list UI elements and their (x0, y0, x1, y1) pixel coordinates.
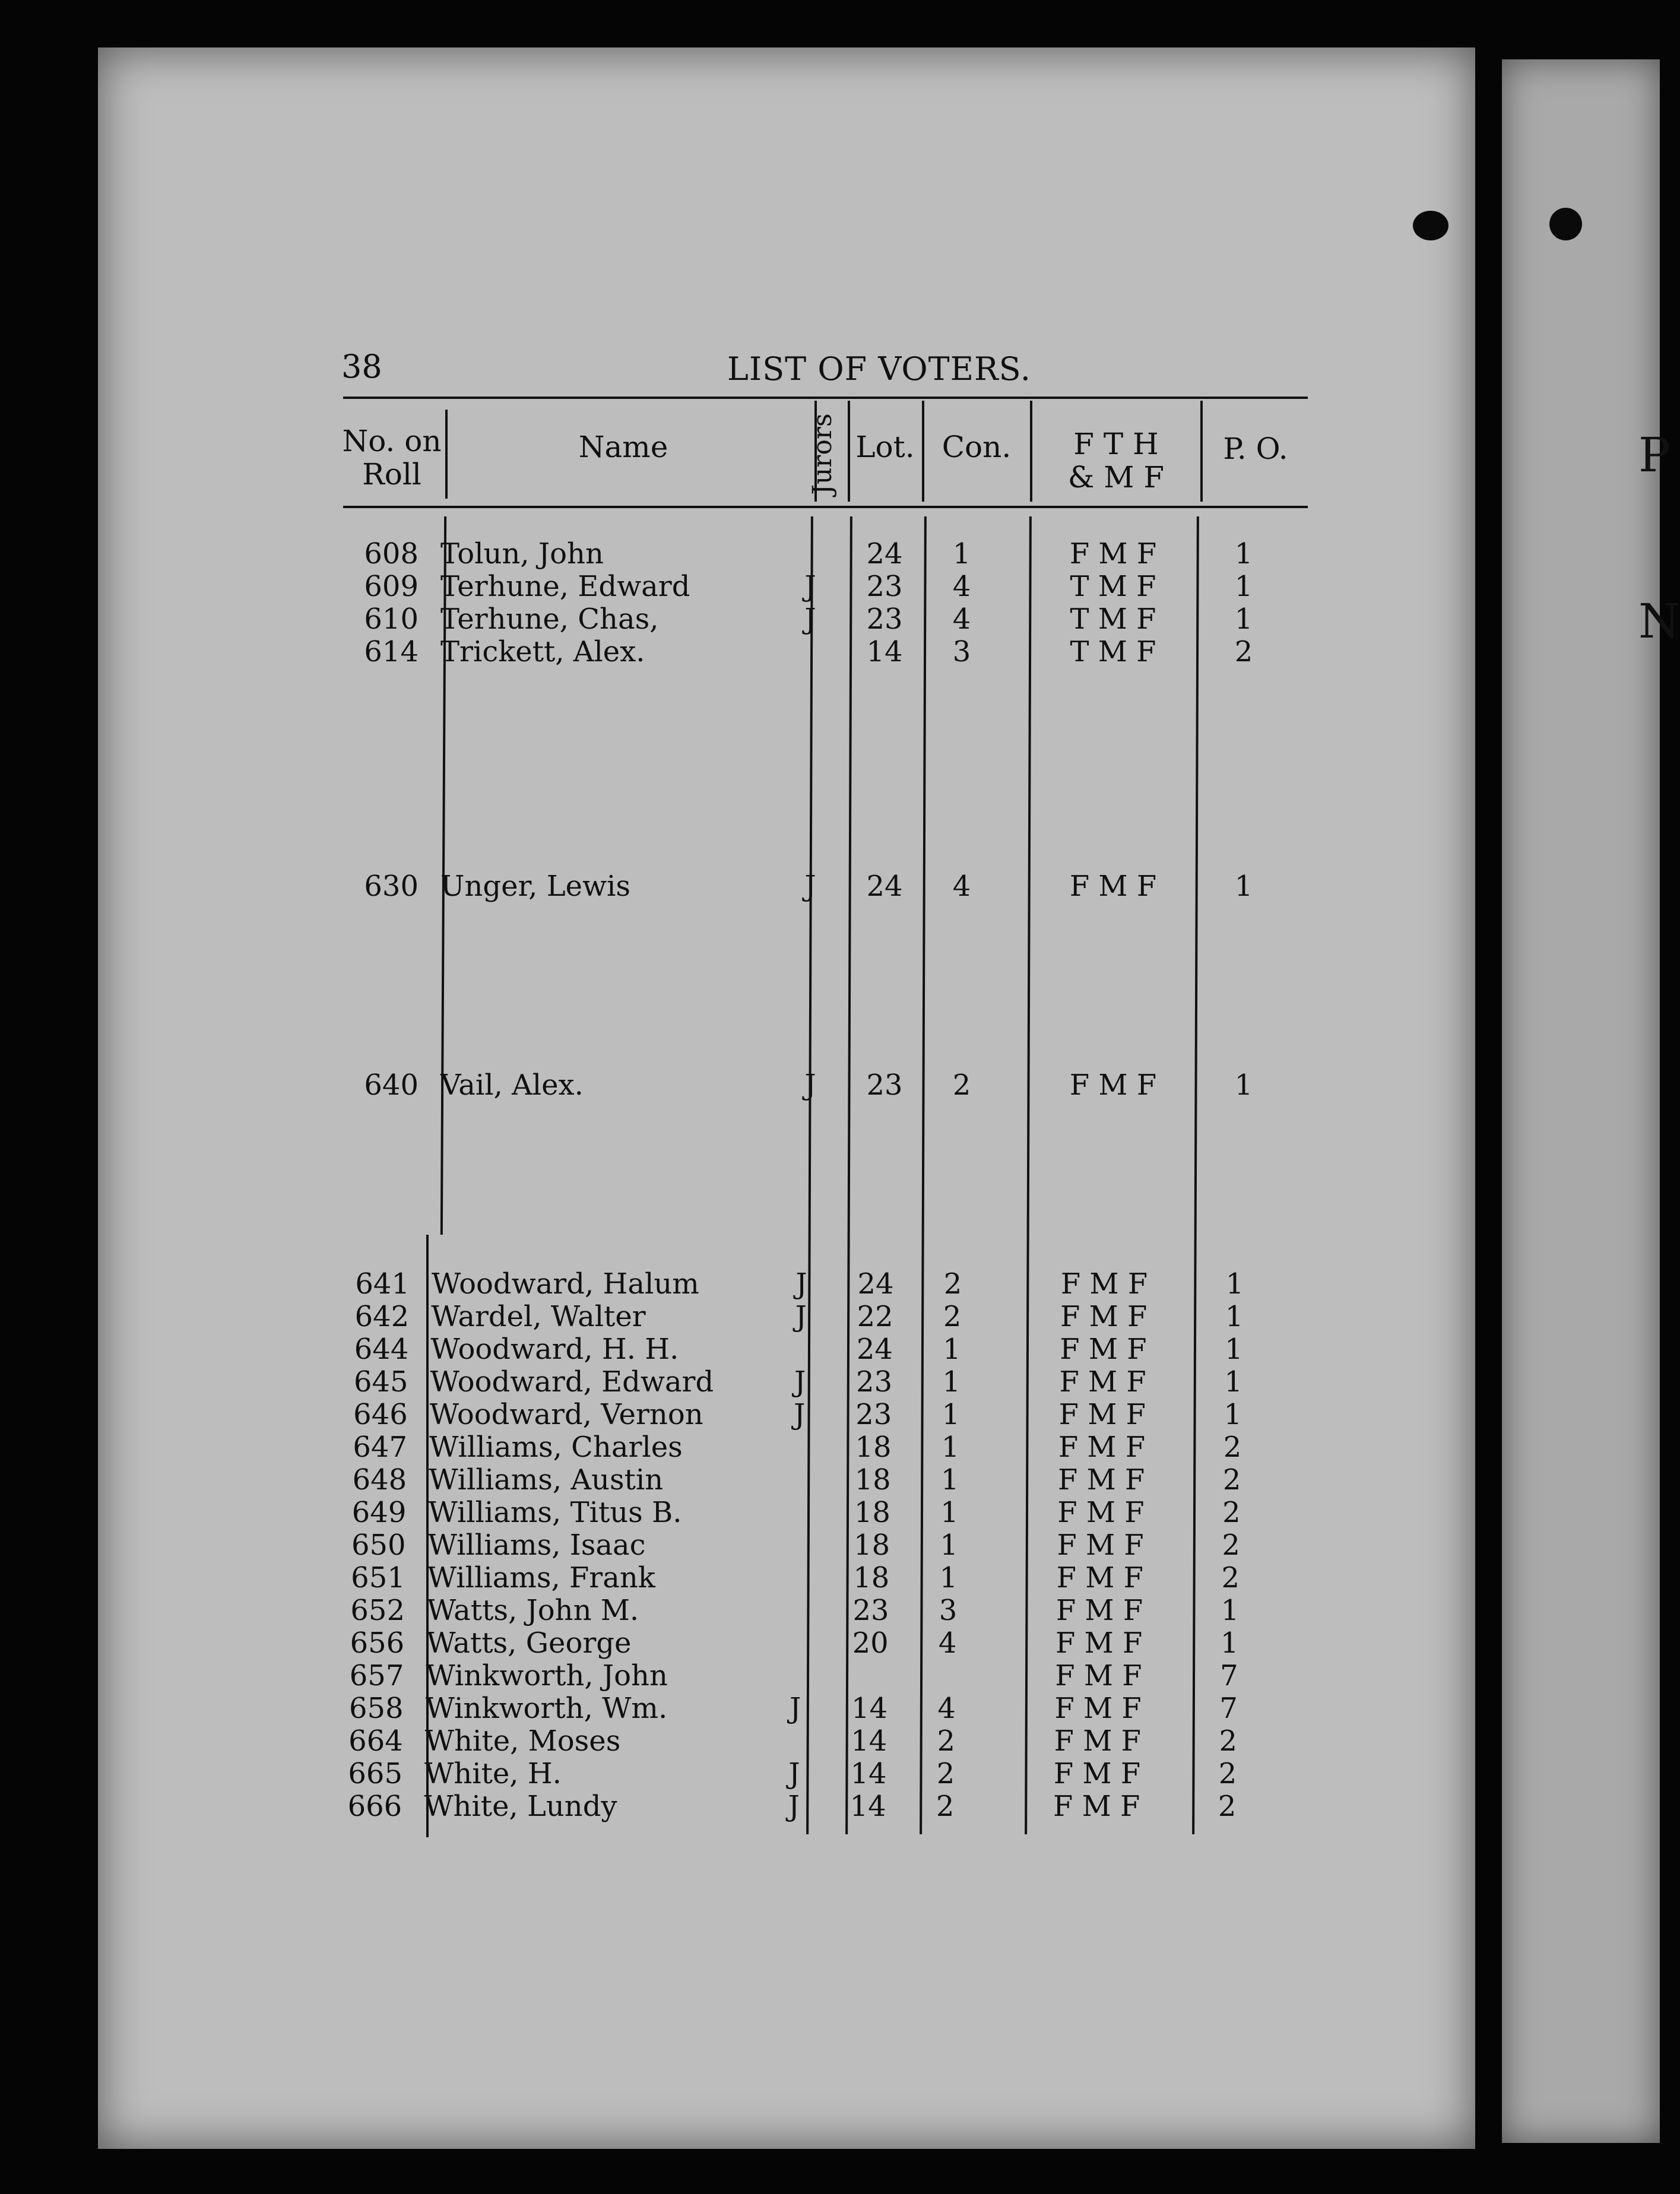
concession-number: 2 (952, 1069, 971, 1102)
col-header-po: P. O. (1223, 432, 1288, 466)
post-office: 1 (1223, 1398, 1242, 1431)
voter-name: Williams, Frank (427, 1561, 655, 1594)
post-office: 2 (1218, 1757, 1237, 1790)
post-office: 7 (1219, 1692, 1238, 1725)
concession-number: 4 (952, 603, 971, 636)
roll-number: 642 (354, 1300, 410, 1333)
voter-name: White, Lundy (424, 1790, 617, 1823)
status-code: T M F (1070, 570, 1156, 603)
roll-number: 641 (355, 1267, 410, 1301)
juror-mark: J (788, 1790, 800, 1823)
post-office: 1 (1224, 1365, 1242, 1399)
post-office: 1 (1225, 1300, 1244, 1333)
voter-name: Wardel, Walter (431, 1300, 646, 1333)
col-header-lot: Lot. (855, 430, 915, 464)
status-code: F M F (1055, 1627, 1143, 1660)
post-office: 2 (1218, 1790, 1237, 1823)
voter-name: Williams, Charles (429, 1431, 683, 1464)
roll-number: 664 (348, 1724, 403, 1758)
status-code: F M F (1060, 1300, 1148, 1333)
roll-number: 646 (353, 1398, 408, 1431)
concession-number: 2 (936, 1757, 955, 1790)
roll-number: 658 (348, 1692, 404, 1725)
post-office: 2 (1221, 1561, 1240, 1594)
concession-number: 1 (940, 1496, 959, 1529)
right-page-fragment-1: P (1638, 427, 1671, 483)
header-bottom-rule (343, 506, 1308, 508)
roll-number: 666 (347, 1790, 402, 1823)
voter-name: Williams, Austin (429, 1463, 664, 1497)
lot-number: 24 (866, 537, 903, 570)
status-code: F M F (1056, 1561, 1143, 1594)
lot-number: 23 (855, 1398, 892, 1431)
lot-number: 23 (866, 1069, 903, 1102)
lot-number: 18 (855, 1431, 892, 1464)
post-office: 2 (1222, 1463, 1241, 1497)
col-divider (445, 410, 448, 499)
post-office: 2 (1223, 1431, 1242, 1464)
status-code: F M F (1069, 537, 1157, 570)
juror-mark: J (794, 1398, 806, 1431)
status-code: F M F (1069, 870, 1157, 903)
page-number: 38 (341, 348, 382, 385)
status-code: T M F (1070, 635, 1156, 668)
status-code: F M F (1057, 1529, 1144, 1562)
post-office: 1 (1234, 603, 1253, 636)
roll-number: 649 (351, 1496, 407, 1529)
roll-number: 640 (364, 1069, 419, 1102)
voter-name: Terhune, Edward (440, 570, 690, 603)
post-office: 7 (1220, 1659, 1238, 1692)
roll-number: 645 (353, 1365, 408, 1399)
col-divider (1030, 401, 1032, 502)
roll-number: 651 (351, 1561, 405, 1594)
col-divider (922, 401, 924, 502)
page-title: LIST OF VOTERS. (727, 350, 1031, 388)
status-code: F M F (1054, 1692, 1142, 1725)
status-code: F M F (1060, 1267, 1148, 1301)
concession-number: 1 (952, 537, 971, 570)
voter-name: Unger, Lewis (440, 870, 631, 903)
voter-name: Woodward, Vernon (429, 1398, 703, 1431)
post-office: 1 (1234, 870, 1253, 903)
lot-number: 23 (856, 1365, 893, 1399)
concession-number: 1 (942, 1365, 961, 1399)
status-code: F M F (1058, 1463, 1145, 1497)
roll-number: 650 (351, 1529, 406, 1562)
juror-mark: J (804, 570, 816, 603)
col-header-no: No. on Roll (342, 424, 442, 492)
lot-number: 24 (856, 1333, 893, 1366)
roll-number: 630 (364, 870, 419, 903)
status-code: F M F (1057, 1496, 1145, 1529)
lot-number: 23 (866, 603, 903, 636)
juror-mark: J (804, 603, 816, 636)
lot-number: 14 (849, 1790, 886, 1823)
voter-name: Winkworth, John (426, 1659, 668, 1692)
lot-number: 24 (857, 1267, 894, 1301)
roll-number: 656 (350, 1627, 405, 1660)
post-office: 1 (1234, 570, 1253, 603)
juror-mark: J (789, 1692, 801, 1725)
juror-mark: J (804, 1069, 816, 1102)
lot-number: 18 (854, 1529, 890, 1562)
concession-number: 4 (937, 1692, 956, 1725)
concession-number: 3 (939, 1594, 958, 1627)
concession-number: 4 (952, 870, 971, 903)
header-top-rule (343, 397, 1308, 399)
juror-mark: J (795, 1300, 807, 1333)
col-header-fth: F T H & M F (1067, 427, 1165, 494)
concession-number: 2 (943, 1267, 962, 1301)
col-divider (1200, 401, 1203, 502)
post-office: 1 (1234, 1069, 1253, 1102)
roll-number: 644 (354, 1333, 409, 1366)
lot-number: 18 (854, 1463, 891, 1497)
lot-number: 18 (853, 1561, 890, 1594)
concession-number: 2 (937, 1724, 956, 1758)
voter-name: Watts, John M. (427, 1594, 639, 1627)
concession-number: 1 (940, 1463, 959, 1497)
col-header-jurors: Jurors (807, 413, 838, 495)
status-code: F M F (1059, 1365, 1146, 1399)
lot-number: 18 (854, 1496, 890, 1529)
juror-mark: J (804, 870, 816, 903)
concession-number: 3 (952, 635, 971, 668)
post-office: 2 (1234, 635, 1253, 668)
concession-number: 4 (952, 570, 971, 603)
roll-number: 665 (348, 1757, 402, 1790)
status-code: F M F (1055, 1594, 1143, 1627)
ledger-page-right (1502, 59, 1680, 2143)
juror-mark: J (794, 1365, 806, 1399)
voter-name: Woodward, Edward (430, 1365, 714, 1399)
lot-number: 14 (850, 1757, 887, 1790)
concession-number: 1 (943, 1333, 961, 1366)
juror-mark: J (795, 1267, 807, 1301)
lot-number: 14 (851, 1692, 888, 1725)
status-code: F M F (1055, 1659, 1142, 1692)
concession-number: 2 (936, 1790, 955, 1823)
roll-number: 652 (350, 1594, 405, 1627)
voter-name: Watts, George (426, 1627, 632, 1660)
col-header-name: Name (578, 430, 668, 464)
status-code: F M F (1060, 1333, 1147, 1366)
status-code: F M F (1058, 1398, 1146, 1431)
voter-name: Williams, Titus B. (428, 1496, 682, 1529)
concession-number: 1 (942, 1398, 961, 1431)
post-office: 1 (1220, 1627, 1239, 1660)
voter-name: Woodward, Halum (432, 1267, 699, 1301)
roll-number: 647 (353, 1431, 407, 1464)
post-office: 1 (1225, 1267, 1244, 1301)
roll-number: 610 (364, 603, 419, 636)
status-code: F M F (1054, 1724, 1141, 1758)
post-office: 1 (1221, 1594, 1240, 1627)
voter-name: White, H. (424, 1757, 562, 1790)
concession-number: 1 (941, 1431, 960, 1464)
status-code: F M F (1053, 1757, 1141, 1790)
voter-name: Winkworth, Wm. (425, 1692, 668, 1725)
voter-name: Terhune, Chas, (440, 603, 659, 636)
voter-name: White, Moses (424, 1724, 621, 1758)
status-code: F M F (1053, 1790, 1140, 1823)
roll-number: 648 (352, 1463, 407, 1497)
right-page-fragment-2: N (1638, 594, 1680, 649)
lot-number: 14 (866, 635, 903, 668)
concession-number: 4 (938, 1627, 957, 1660)
col-header-con: Con. (942, 430, 1012, 464)
post-office: 1 (1234, 537, 1253, 570)
voter-name: Woodward, H. H. (430, 1333, 679, 1366)
voter-name: Vail, Alex. (440, 1069, 584, 1102)
post-office: 2 (1219, 1724, 1238, 1758)
lot-number: 23 (852, 1594, 889, 1627)
roll-number: 657 (349, 1659, 404, 1692)
lot-number: 20 (852, 1627, 889, 1660)
status-code: F M F (1069, 1069, 1157, 1102)
lot-number: 23 (866, 570, 903, 603)
roll-number: 608 (364, 537, 419, 570)
roll-number: 614 (364, 635, 419, 668)
status-code: F M F (1058, 1431, 1146, 1464)
post-office: 2 (1222, 1496, 1241, 1529)
voter-name: Tolun, John (440, 537, 604, 570)
roll-number: 609 (364, 570, 419, 603)
status-code: T M F (1070, 603, 1156, 636)
ink-blot (1549, 208, 1582, 240)
post-office: 1 (1225, 1333, 1243, 1366)
ink-blot (1413, 211, 1448, 240)
concession-number: 2 (943, 1300, 962, 1333)
concession-number: 1 (939, 1561, 958, 1594)
lot-number: 14 (851, 1724, 887, 1758)
juror-mark: J (788, 1757, 800, 1790)
voter-name: Williams, Isaac (427, 1529, 646, 1562)
lot-number: 24 (866, 870, 903, 903)
concession-number: 1 (940, 1529, 958, 1562)
voter-name: Trickett, Alex. (440, 635, 645, 668)
post-office: 2 (1222, 1529, 1240, 1562)
lot-number: 22 (857, 1300, 893, 1333)
